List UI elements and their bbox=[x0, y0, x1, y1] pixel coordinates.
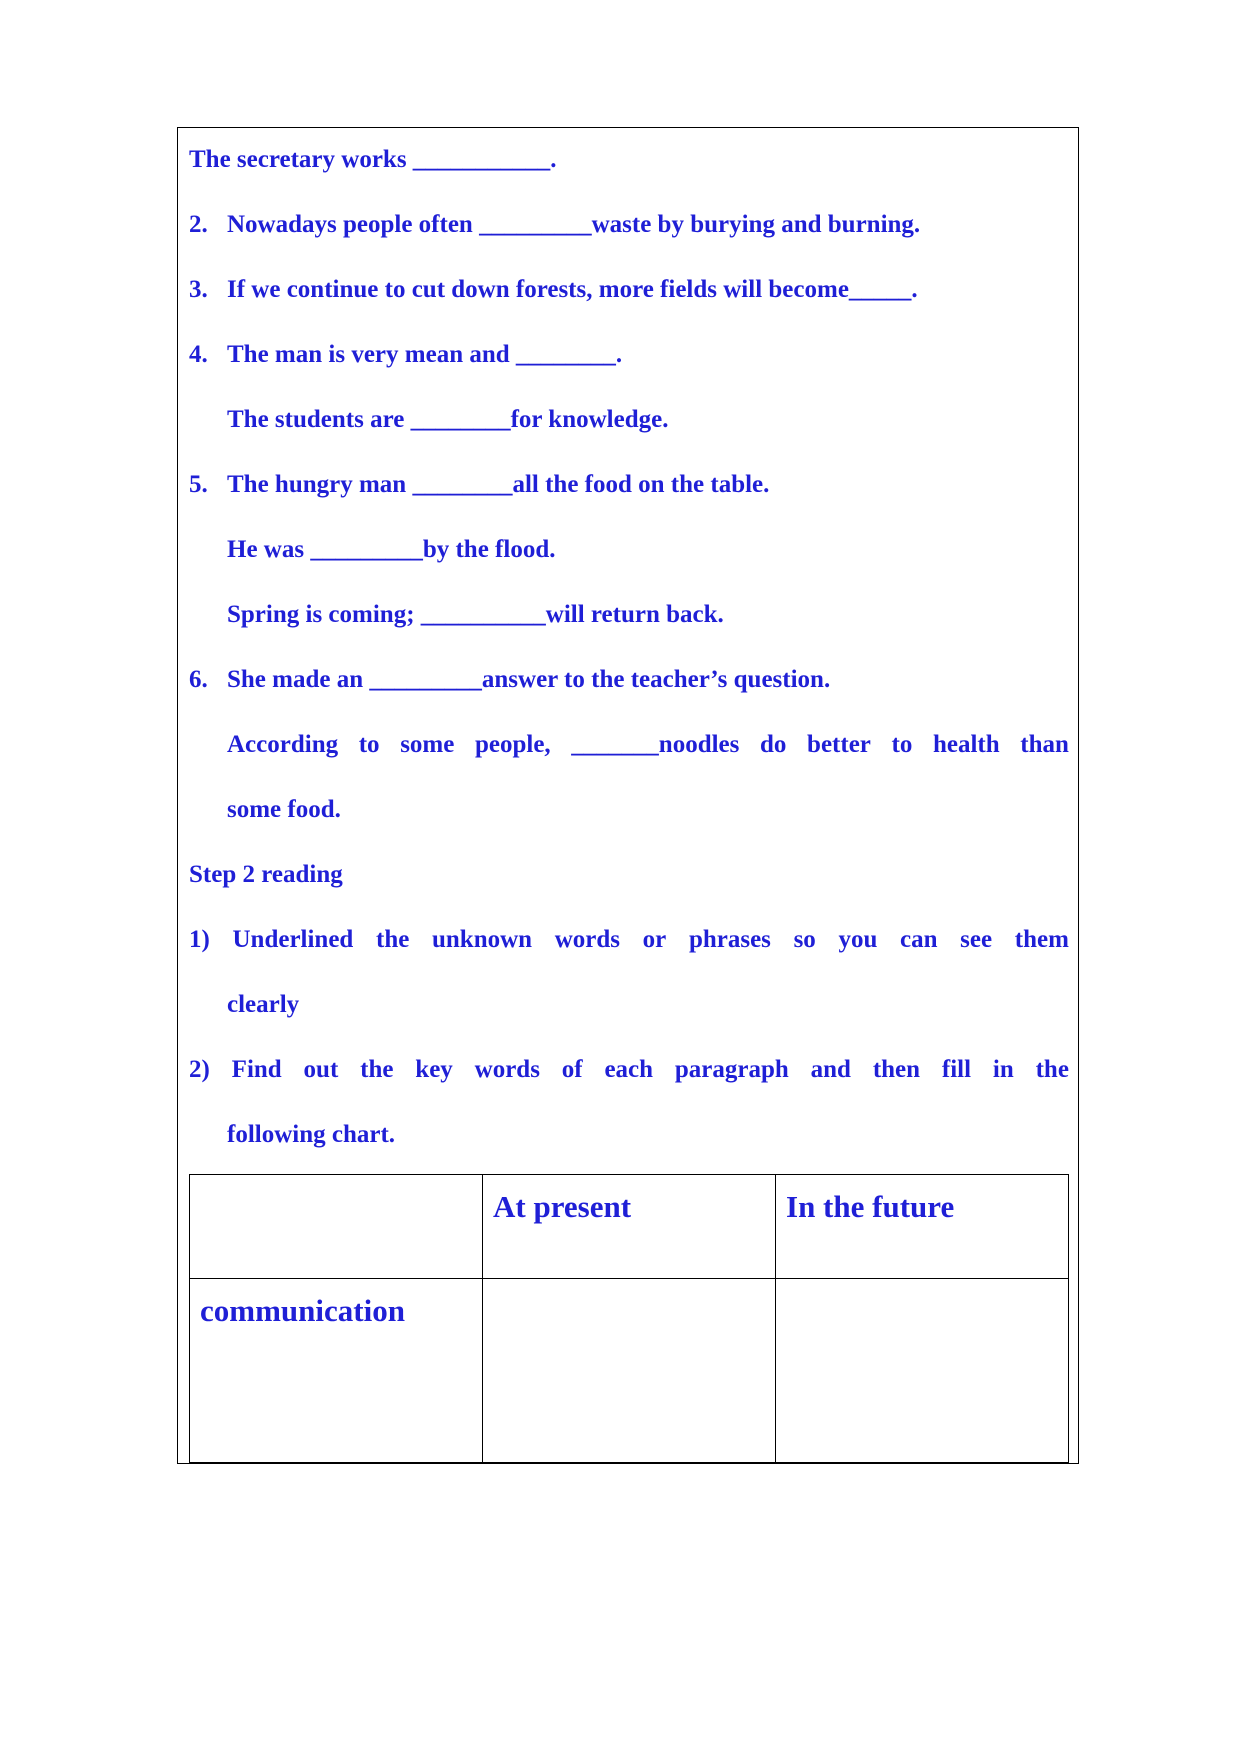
chart-header-row bbox=[190, 1175, 1069, 1279]
exercise-item-5 bbox=[189, 470, 769, 500]
word: the bbox=[376, 926, 410, 953]
word: out bbox=[303, 1056, 339, 1083]
item-number: 1) bbox=[189, 926, 210, 953]
word: some bbox=[400, 731, 455, 758]
word: According bbox=[227, 731, 339, 758]
word: the bbox=[1035, 1056, 1069, 1083]
word: of bbox=[561, 1056, 583, 1083]
item-text: The hungry man ________all the food on the table. bbox=[227, 471, 770, 498]
word: do bbox=[760, 731, 787, 758]
word: Find bbox=[231, 1056, 282, 1083]
exercise-item-6 bbox=[189, 665, 830, 695]
chart-header-cell: At present bbox=[483, 1175, 776, 1279]
chart-answer-cell[interactable] bbox=[483, 1279, 776, 1463]
word: better bbox=[807, 731, 871, 758]
word: Underlined bbox=[232, 926, 354, 953]
chart-header-cell bbox=[190, 1175, 483, 1279]
word: then bbox=[872, 1056, 921, 1083]
key-words-chart bbox=[189, 1174, 1069, 1463]
step2-item-2 bbox=[189, 1055, 1069, 1085]
word: key bbox=[415, 1056, 453, 1083]
item-text: If we continue to cut down forests, more fields will become_____. bbox=[227, 276, 918, 303]
exercise-item-4 bbox=[189, 340, 622, 370]
chart-header-cell: In the future bbox=[776, 1175, 1069, 1279]
step2-item-1 bbox=[189, 925, 1069, 955]
exercise-item-6b bbox=[227, 730, 1069, 760]
word: than bbox=[1020, 731, 1069, 758]
exercise-item-5b: He was _________by the flood. bbox=[227, 536, 556, 563]
item-number: 2. bbox=[189, 211, 208, 238]
word: phrases bbox=[688, 926, 771, 953]
word: _______noodles bbox=[571, 731, 740, 758]
step2-item-1-cont: clearly bbox=[227, 991, 300, 1018]
word: words bbox=[554, 926, 621, 953]
word: to bbox=[358, 731, 380, 758]
word: health bbox=[932, 731, 1000, 758]
item-text: The man is very mean and ________. bbox=[227, 341, 623, 368]
word: can bbox=[900, 926, 938, 953]
word: or bbox=[642, 926, 667, 953]
step2-heading: Step 2 reading bbox=[189, 861, 343, 888]
word: unknown bbox=[431, 926, 533, 953]
word: people, bbox=[474, 731, 551, 758]
exercise-item-5c: Spring is coming; __________will return back. bbox=[227, 601, 724, 628]
exercise-item-2 bbox=[189, 210, 920, 240]
word: you bbox=[838, 926, 878, 953]
word: them bbox=[1014, 926, 1069, 953]
item-number: 5. bbox=[189, 471, 208, 498]
word: and bbox=[810, 1056, 851, 1083]
word: in bbox=[992, 1056, 1014, 1083]
exercise-item-6c: some food. bbox=[227, 796, 341, 823]
word: fill bbox=[941, 1056, 972, 1083]
step2-item-2-cont: following chart. bbox=[227, 1121, 396, 1148]
exercise-item-4b: The students are ________for knowledge. bbox=[227, 406, 669, 433]
word: paragraph bbox=[674, 1056, 789, 1083]
chart-row-label: communication bbox=[190, 1279, 483, 1463]
word: to bbox=[891, 731, 913, 758]
word: each bbox=[604, 1056, 654, 1083]
chart-row bbox=[190, 1279, 1069, 1463]
chart-answer-cell[interactable] bbox=[776, 1279, 1069, 1463]
exercise-line-1: The secretary works ___________. bbox=[189, 146, 557, 173]
word: so bbox=[793, 926, 816, 953]
word: the bbox=[360, 1056, 394, 1083]
item-number: 6. bbox=[189, 666, 208, 693]
word: see bbox=[960, 926, 993, 953]
item-text: She made an _________answer to the teacher’s question. bbox=[227, 666, 831, 693]
word: words bbox=[474, 1056, 540, 1083]
item-text: Nowadays people often _________waste by burying and burning. bbox=[227, 211, 921, 238]
item-number: 2) bbox=[189, 1056, 210, 1083]
item-number: 3. bbox=[189, 276, 208, 303]
item-number: 4. bbox=[189, 341, 208, 368]
exercise-item-3 bbox=[189, 275, 918, 305]
